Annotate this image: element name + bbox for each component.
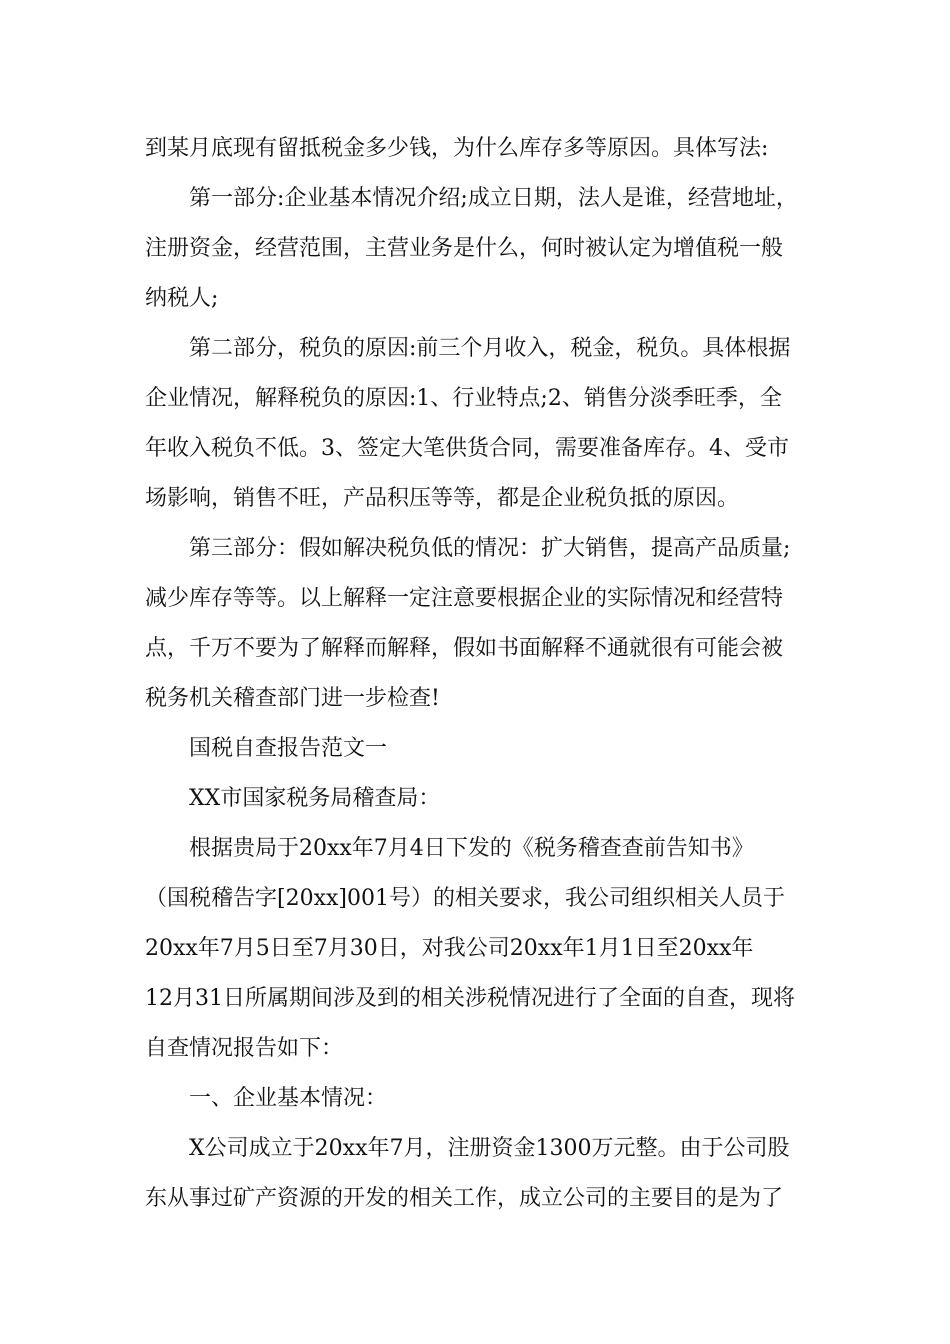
- text-line: 第二部分，税负的原因:前三个月收入，税金，税负。具体根据: [189, 336, 791, 361]
- text-line: 税务机关稽查部门进一步检查!: [145, 686, 440, 711]
- text-line: 20xx年7月5日至7月30日，对我公司20xx年1月1日至20xx年: [145, 936, 754, 961]
- text-line: 根据贵局于20xx年7月4日下发的《税务稽查查前告知书》: [189, 836, 754, 861]
- text-line: 纳税人;: [145, 286, 219, 311]
- text-line: 减少库存等等。以上解释一定注意要根据企业的实际情况和经营特: [145, 586, 784, 611]
- text-line: 东从事过矿产资源的开发的相关工作，成立公司的主要目的是为了: [145, 1186, 784, 1211]
- text-line: 第一部分:企业基本情况介绍;成立日期，法人是谁，经营地址，: [189, 186, 798, 211]
- text-line: 注册资金，经营范围，主营业务是什么，何时被认定为增值税一般: [145, 236, 784, 261]
- text-line: 点，千万不要为了解释而解释，假如书面解释不通就很有可能会被: [145, 636, 784, 661]
- document-body: [145, 124, 810, 1224]
- section-heading: 一、企业基本情况：: [189, 1086, 388, 1111]
- text-line: 第三部分：假如解决税负低的情况：扩大销售，提高产品质量;: [189, 536, 791, 561]
- text-line: 12月31日所属期间涉及到的相关涉税情况进行了全面的自查，现将: [145, 986, 795, 1011]
- text-line: 年收入税负不低。3、签定大笔供货合同，需要准备库存。4、受市: [145, 436, 789, 461]
- text-line: 到某月底现有留抵税金多少钱，为什么库存多等原因。具体写法:: [145, 136, 769, 161]
- text-line: 自查情况报告如下：: [145, 1036, 344, 1061]
- text-line: （国税稽告字[20xx]001号）的相关要求，我公司组织相关人员于: [145, 886, 785, 911]
- section-heading: 国税自查报告范文一: [189, 736, 388, 761]
- text-line: X公司成立于20xx年7月，注册资金1300万元整。由于公司股: [189, 1136, 790, 1161]
- text-line: 企业情况，解释税负的原因:1、行业特点;2、销售分淡季旺季，全: [145, 386, 782, 411]
- salutation: XX市国家税务局稽查局：: [189, 786, 441, 811]
- text-line: 场影响，销售不旺，产品积压等等，都是企业税负抵的原因。: [145, 486, 740, 511]
